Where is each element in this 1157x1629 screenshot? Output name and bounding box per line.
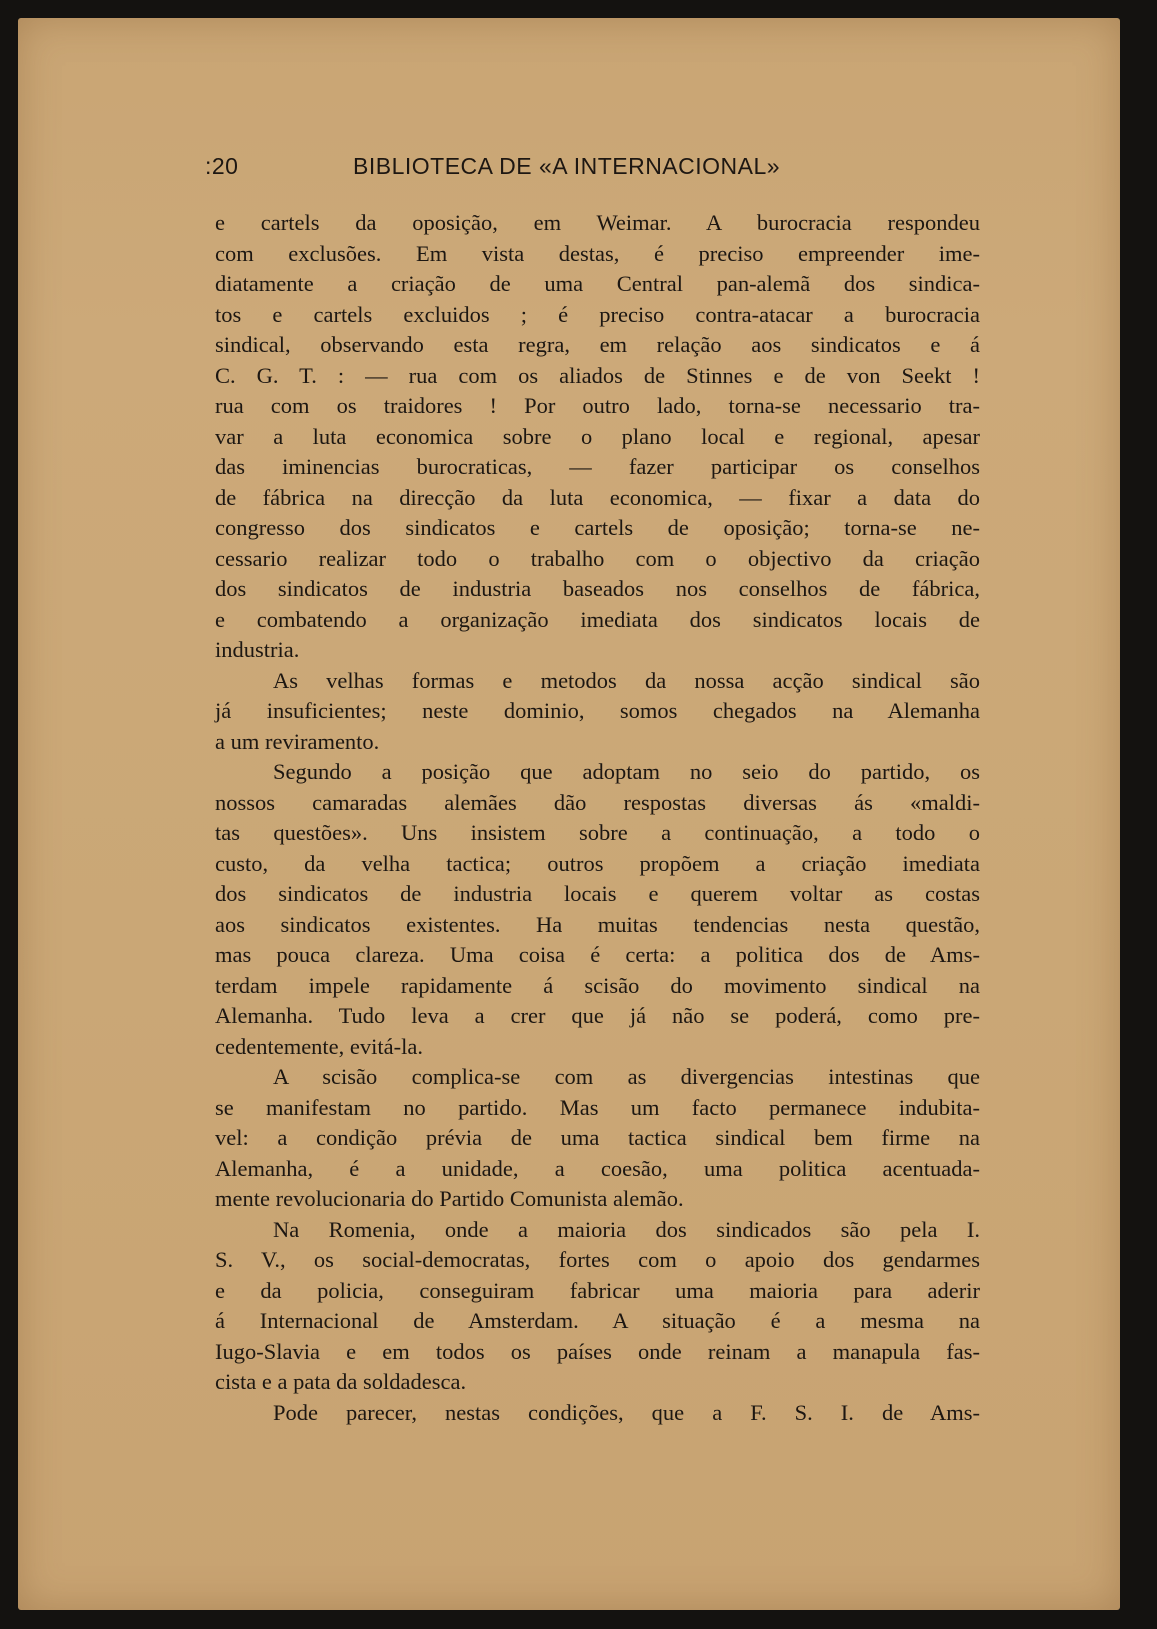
text-line: sindical, observando esta regra, em relação aos sindicatos e á (215, 332, 980, 357)
text-line: já insuficientes; neste dominio, somos chegados na Alemanha (215, 698, 980, 723)
text-line: dos sindicatos de industria locais e querem voltar as costas (215, 881, 980, 906)
text-line: A scisão complica-se com as divergencias intestinas que (273, 1064, 980, 1089)
text-line: cedentemente, evitá-la. (215, 1033, 424, 1059)
text-line: Pode parecer, nestas condições, que a F. S. I. de Ams- (273, 1399, 980, 1425)
text-line: rua com os traidores ! Por outro lado, torna-se necessario tra- (215, 393, 980, 418)
text-line: Alemanha. Tudo leva a crer que já não se poderá, como pre- (215, 1003, 980, 1028)
text-line: Iugo-Slavia e em todos os países onde reinam a manapula fas- (215, 1338, 980, 1364)
text-line: e da policia, conseguiram fabricar uma maioria para aderir (215, 1277, 980, 1303)
body-text (215, 208, 980, 1428)
text-line: e cartels da oposição, em Weimar. A burocracia respondeu (215, 210, 980, 235)
text-line: S. V., os social-democratas, fortes com o apoio dos gendarmes (215, 1247, 980, 1272)
text-line: e combatendo a organização imediata dos sindicatos locais de (215, 606, 980, 632)
text-line: dos sindicatos de industria baseados nos conselhos de fábrica, (215, 576, 980, 601)
running-header (205, 153, 895, 187)
text-line: Segundo a posição que adoptam no seio do partido, os (273, 759, 980, 784)
text-line: custo, da velha tactica; outros propõem a criação imediata (215, 850, 980, 876)
text-line: C. G. T. : — rua com os aliados de Stinnes e de von Seekt ! (215, 362, 980, 388)
text-line: tas questões». Uns insistem sobre a continuação, a todo o (215, 820, 980, 845)
text-line: se manifestam no partido. Mas um facto permanece indubita- (215, 1094, 980, 1120)
text-line: As velhas formas e metodos da nossa acção sindical são (273, 667, 980, 693)
text-line: diatamente a criação de uma Central pan-alemã dos sindica- (215, 271, 980, 296)
text-line: a um reviramento. (215, 728, 380, 754)
text-line: congresso dos sindicatos e cartels de oposição; torna-se ne- (215, 515, 980, 540)
header-title: BIBLIOTECA DE «A INTERNACIONAL» (353, 153, 781, 179)
text-line: aos sindicatos existentes. Ha muitas tendencias nesta questão, (215, 911, 980, 937)
text-line: das iminencias burocraticas, — fazer participar os conselhos (215, 454, 980, 479)
text-line: cessario realizar todo o trabalho com o objectivo da criação (215, 545, 980, 571)
text-line: tos e cartels excluidos ; é preciso contra-atacar a burocracia (215, 301, 980, 327)
text-line: var a luta economica sobre o plano local e regional, apesar (215, 423, 980, 449)
text-line: industria. (215, 637, 300, 662)
text-line: mas pouca clareza. Uma coisa é certa: a politica dos de Ams- (215, 942, 980, 967)
text-line: nossos camaradas alemães dão respostas diversas ás «maldi- (215, 789, 980, 815)
text-line: mente revolucionaria do Partido Comunista alemão. (215, 1186, 684, 1211)
text-line: de fábrica na direcção da luta economica, — fixar a data do (215, 484, 980, 510)
page-number: :20 (205, 153, 239, 179)
text-line: á Internacional de Amsterdam. A situação é a mesma na (215, 1308, 980, 1333)
text-line: cista e a pata da soldadesca. (215, 1369, 467, 1394)
text-line: terdam impele rapidamente á scisão do movimento sindical na (215, 972, 980, 998)
text-line: com exclusões. Em vista destas, é preciso empreender ime- (215, 240, 980, 266)
text-line: Alemanha, é a unidade, a coesão, uma politica acentuada- (215, 1155, 980, 1181)
text-line: Na Romenia, onde a maioria dos sindicados são pela I. (273, 1216, 980, 1242)
text-line: vel: a condição prévia de uma tactica sindical bem firme na (215, 1125, 980, 1150)
